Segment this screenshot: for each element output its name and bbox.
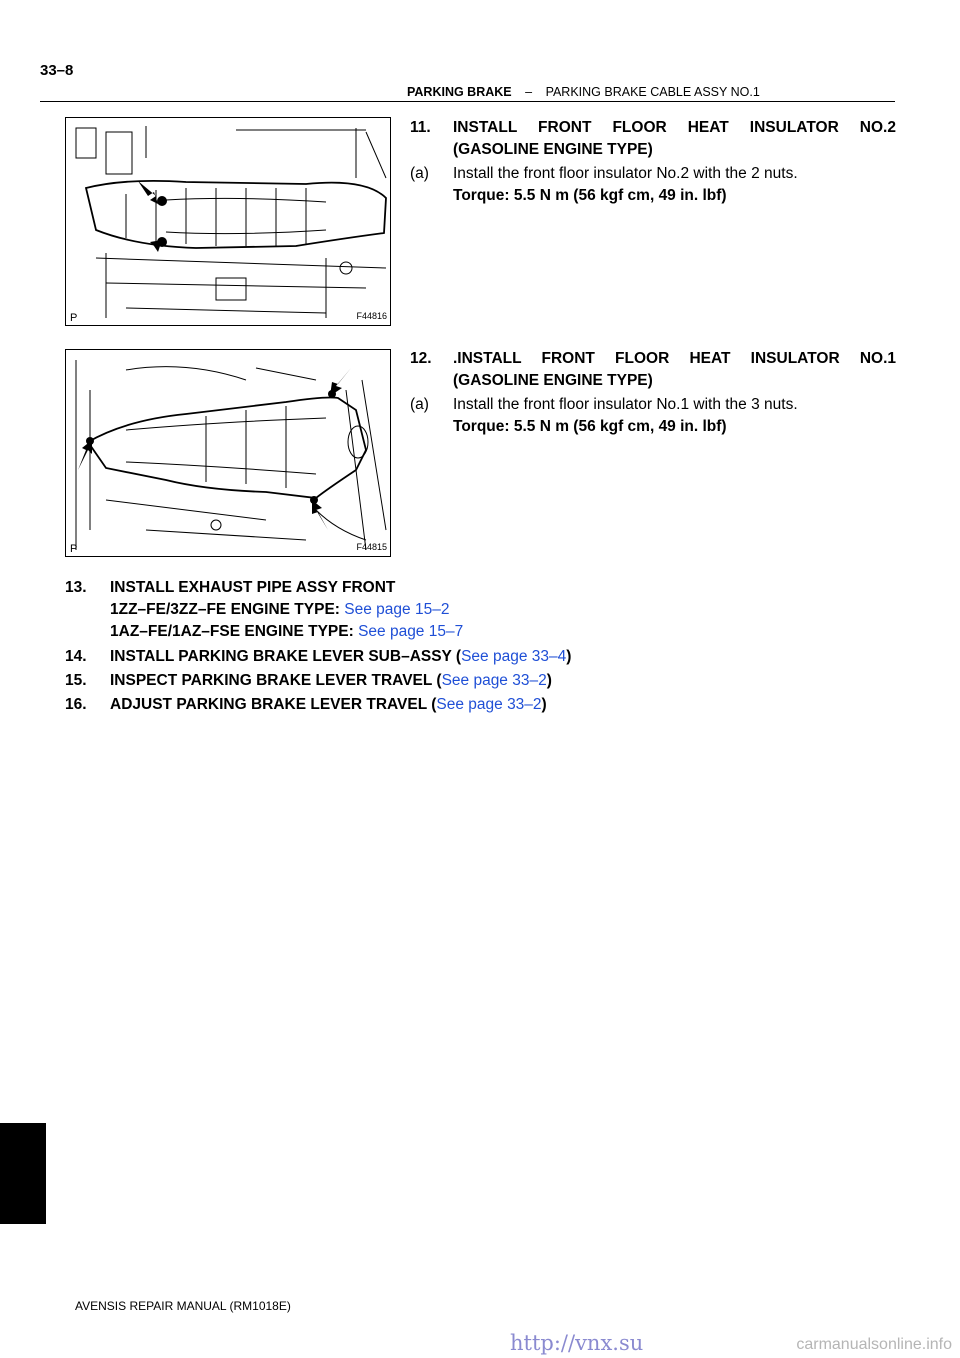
close-paren: ) (566, 648, 572, 665)
step-11 (410, 117, 896, 161)
step-11-a (410, 163, 896, 207)
subsection-title: PARKING BRAKE CABLE ASSY NO.1 (545, 85, 760, 99)
step-number: 14. (65, 648, 87, 665)
see-page-link[interactable]: See page 33–2 (436, 696, 542, 713)
torque-spec: Torque: 5.5 N m (56 kgf cm, 49 in. lbf) (453, 418, 727, 435)
step-title: INSPECT PARKING BRAKE LEVER TRAVEL ( (110, 672, 442, 689)
insulator-no1-illustration (66, 350, 390, 556)
step-13 (65, 577, 865, 643)
step-title: .INSTALL FRONT FLOOR HEAT INSULATOR NO.1 (453, 350, 896, 367)
step-title: INSTALL FRONT FLOOR HEAT INSULATOR NO.2 (453, 119, 896, 136)
figure-id: F44816 (356, 311, 387, 321)
close-paren: ) (541, 696, 547, 713)
engine-type-label: 1ZZ–FE/3ZZ–FE ENGINE TYPE: (110, 601, 340, 618)
see-page-link[interactable]: See page 33–4 (461, 648, 567, 665)
engine-type-line-2 (110, 621, 865, 643)
step-number: 16. (65, 696, 87, 713)
substep-label: (a) (410, 396, 429, 413)
torque-spec: Torque: 5.5 N m (56 kgf cm, 49 in. lbf) (453, 187, 727, 204)
header-rule (40, 101, 895, 102)
see-page-link[interactable]: See page 15–2 (344, 601, 450, 618)
step-number: 15. (65, 672, 87, 689)
step-14 (65, 646, 865, 668)
watermark-vnx[interactable]: http://vnx.su (510, 1331, 644, 1355)
section-title: PARKING BRAKE (407, 85, 512, 99)
section-tab-marker (0, 1123, 46, 1224)
close-paren: ) (546, 672, 552, 689)
step-16 (65, 694, 865, 716)
step-title: INSTALL PARKING BRAKE LEVER SUB–ASSY ( (110, 648, 462, 665)
step-number: 11. (410, 119, 431, 136)
substep-text: Install the front floor insulator No.2 with the 2 nuts. (453, 165, 798, 182)
step-15 (65, 670, 865, 692)
figure-id: F44815 (356, 542, 387, 552)
step-number: 12. (410, 350, 432, 367)
step-title-line2: (GASOLINE ENGINE TYPE) (453, 141, 653, 158)
engine-type-label: 1AZ–FE/1AZ–FSE ENGINE TYPE: (110, 623, 354, 640)
watermark-carmanuals[interactable]: carmanualsonline.info (796, 1336, 952, 1353)
insulator-no2-illustration (66, 118, 390, 325)
step-title: ADJUST PARKING BRAKE LEVER TRAVEL ( (110, 696, 437, 713)
footer: AVENSIS REPAIR MANUAL (RM1018E) (75, 1299, 291, 1313)
see-page-link[interactable]: See page 15–7 (358, 623, 464, 640)
step-12 (410, 348, 896, 392)
substep-text: Install the front floor insulator No.1 with the 3 nuts. (453, 396, 798, 413)
step-title-line2: (GASOLINE ENGINE TYPE) (453, 372, 653, 389)
figure-insulator-no2 (65, 117, 391, 326)
see-page-link[interactable]: See page 33–2 (441, 672, 547, 689)
step-title: INSTALL EXHAUST PIPE ASSY FRONT (110, 579, 396, 596)
section-header (407, 85, 760, 99)
header-separator: – (525, 85, 533, 99)
page-number: 33–8 (40, 62, 74, 79)
step-number: 13. (65, 579, 87, 596)
figure-p-label: P (70, 312, 78, 324)
figure-insulator-no1 (65, 349, 391, 557)
figure-p-label: P (70, 543, 78, 555)
engine-type-line-1 (110, 599, 865, 621)
substep-label: (a) (410, 165, 429, 182)
step-12-a (410, 394, 896, 438)
